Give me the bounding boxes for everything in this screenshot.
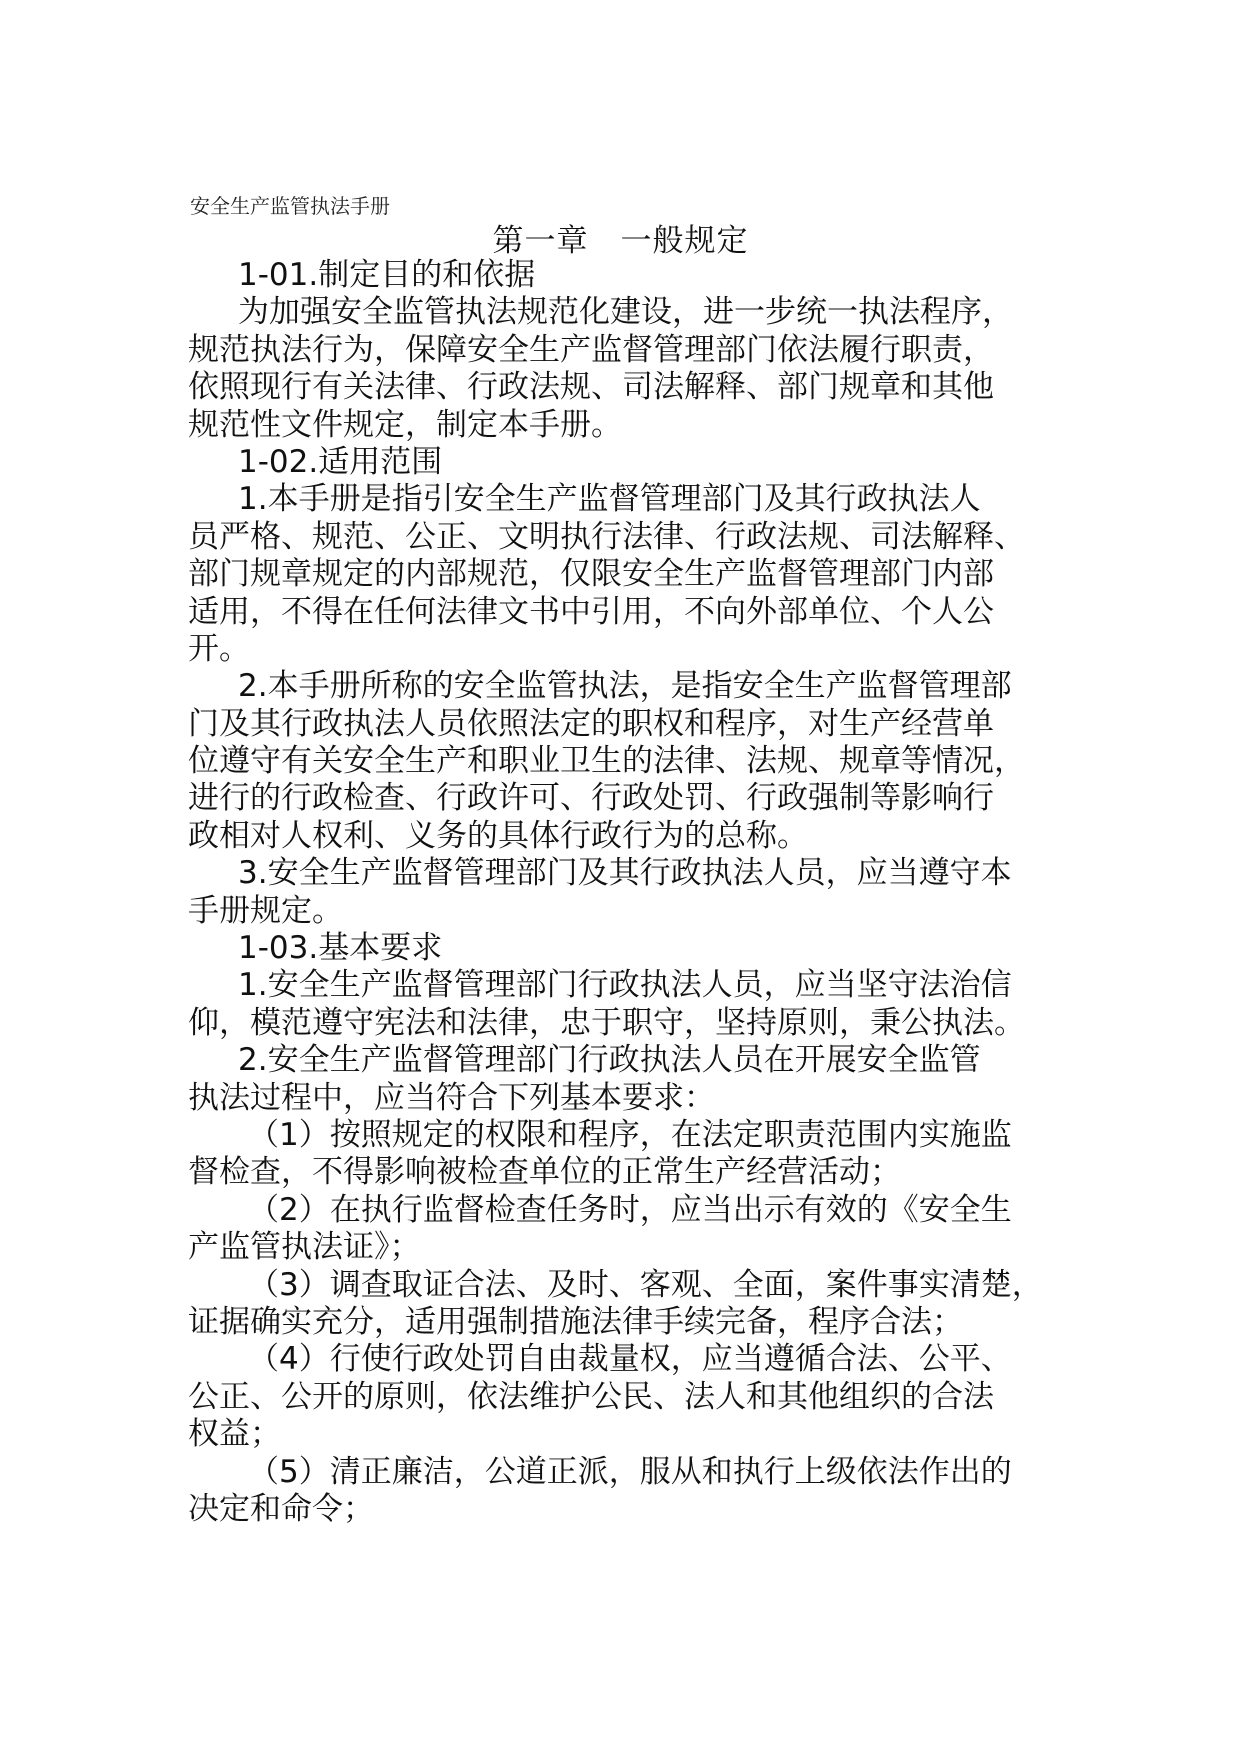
paragraph-line: 1.本手册是指引安全生产监督管理部门及其行政执法人 [238,481,981,518]
paragraph-line: 2.安全生产监督管理部门行政执法人员在开展安全监管 [238,1042,981,1079]
section-heading-1-02: 1-02.适用范围 [238,443,443,480]
paragraph-line: 2.本手册所称的安全监管执法，是指安全生产监督管理部 [238,668,1012,705]
paragraph-line: 手册规定。 [188,892,343,929]
chapter-title: 第一章 一般规定 [492,223,749,259]
paragraph-line: 位遵守有关安全生产和职业卫生的法律、法规、规章等情况， [188,743,1025,780]
section-heading-1-01: 1-01.制定目的和依据 [238,257,536,293]
paragraph-line: 1.安全生产监督管理部门行政执法人员，应当坚守法治信 [238,967,1012,1004]
list-item-line: 权益； [188,1416,281,1453]
document-body [188,257,1068,1528]
list-item-line: 证据确实充分，适用强制措施法律手续完备，程序合法； [188,1303,963,1340]
paragraph-line: 开。 [188,630,250,667]
paragraph-line: 仰，模范遵守宪法和法律，忠于职守，坚持原则，秉公执法。 [188,1004,1025,1041]
paragraph-line: 进行的行政检查、行政许可、行政处罚、行政强制等影响行 [188,780,994,817]
paragraph-line: 政相对人权利、义务的具体行政行为的总称。 [188,817,808,854]
paragraph-line: 员严格、规范、公正、文明执行法律、行政法规、司法解释、 [188,518,1025,555]
section-heading-1-03: 1-03.基本要求 [238,930,443,967]
list-item-line: 产监管执法证》； [188,1229,421,1266]
paragraph-line: 门及其行政执法人员依照法定的职权和程序，对生产经营单 [188,705,994,742]
paragraph-line: 规范执法行为，保障安全生产监督管理部门依法履行职责， [188,331,994,368]
paragraph-line: 3.安全生产监督管理部门及其行政执法人员，应当遵守本 [238,855,1012,892]
list-item-line: 公正、公开的原则，依法维护公民、法人和其他组织的合法 [188,1378,994,1415]
paragraph-line: 依照现行有关法律、行政法规、司法解释、部门规章和其他 [188,369,994,406]
list-item-line: 督检查，不得影响被检查单位的正常生产经营活动； [188,1154,901,1191]
paragraph-line: 执法过程中，应当符合下列基本要求： [188,1079,715,1116]
list-item-line: 决定和命令； [188,1490,374,1527]
running-header: 安全生产监管执法手册 [190,194,390,218]
list-item-line: （5）清正廉洁，公道正派，服从和执行上级依法作出的 [248,1453,1012,1490]
paragraph-line: 为加强安全监管执法规范化建设，进一步统一执法程序， [238,294,1013,331]
paragraph-line: 部门规章规定的内部规范，仅限安全生产监督管理部门内部 [188,556,994,593]
list-item-line: （2）在执行监督检查任务时，应当出示有效的《安全生 [248,1191,1012,1228]
list-item-line: （3）调查取证合法、及时、客观、全面，案件事实清楚， [248,1266,1043,1303]
paragraph-line: 规范性文件规定，制定本手册。 [188,406,622,443]
paragraph-line: 适用，不得在任何法律文书中引用，不向外部单位、个人公 [188,593,994,630]
list-item-line: （4）行使行政处罚自由裁量权，应当遵循合法、公平、 [248,1341,1012,1378]
list-item-line: （1）按照规定的权限和程序，在法定职责范围内实施监 [248,1116,1012,1153]
